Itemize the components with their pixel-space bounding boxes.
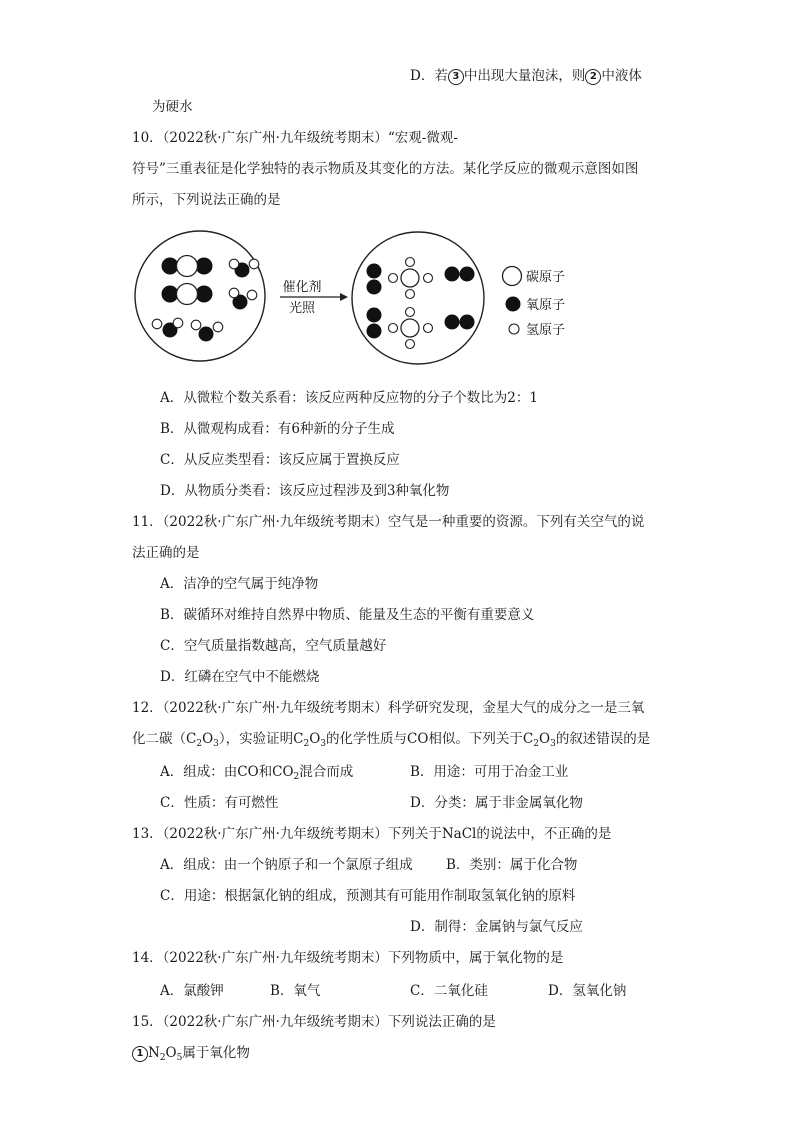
q11-option-d: D．红磷在空气中不能燃烧 <box>160 669 320 685</box>
q15-stem-1: 15．（2022秋·广东广州·九年级统考期末）下列说法正确的是 <box>132 1014 496 1030</box>
reaction-micro-diagram <box>130 224 590 372</box>
co2-molecule <box>162 256 213 277</box>
circled-number: 2 <box>585 69 601 85</box>
q10-stem-3: 所示，下列说法正确的是 <box>132 192 281 208</box>
q11-option-a: A．洁净的空气属于纯净物 <box>160 576 319 592</box>
catalyst-label: 催化剂 <box>282 280 322 295</box>
h2o-molecule <box>229 259 259 277</box>
carbon-atom-legend-icon <box>503 267 522 286</box>
h2o-molecule <box>191 320 223 341</box>
q15-item-1: 1 $N_2O_5$属于氧化物 <box>132 1044 250 1062</box>
q9-option-d-cont: 为硬水 <box>152 99 193 115</box>
q10-option-a: A．从微粒个数关系看：该反应两种反应物的分子个数比为2：1 <box>160 390 538 406</box>
q10-option-c: C．从反应类型看：该反应属于置换反应 <box>160 452 400 468</box>
q13-option-a: A．组成：由一个钠原子和一个氯原子组成 <box>160 857 413 873</box>
q14-option-b: B．氧气 <box>270 983 321 999</box>
co2-molecule <box>162 284 213 305</box>
q11-option-b: B．碳循环对维持自然界中物质、能量及生态的平衡有重要意义 <box>160 607 535 623</box>
circled-number: 3 <box>448 69 464 85</box>
q13-stem-1: 13．（2022秋·广东广州·九年级统考期末）下列关于NaCl的说法中，不正确的是 <box>132 826 612 842</box>
q14-option-a: A．氯酸钾 <box>160 983 224 999</box>
q12-stem-1: 12．（2022秋·广东广州·九年级统考期末）科学研究发现，金星大气的成分之一是三氧 <box>132 700 645 716</box>
q11-stem-1: 11．（2022秋·广东广州·九年级统考期末）空气是一种重要的资源。下列有关空气的说 <box>132 514 645 530</box>
q12-option-b: B．用途：可用于冶金工业 <box>410 764 569 780</box>
q12-option-c: C．性质：有可燃性 <box>160 795 279 811</box>
q10-stem-2: 符号”三重表征是化学独特的表示物质及其变化的方法。某化学反应的微观示意图如图 <box>132 161 639 177</box>
q12-option-a: A．组成：由CO和$CO_2$混合而成 <box>160 764 354 782</box>
hydrogen-atom-legend-icon <box>509 324 519 334</box>
q13-option-b: B．类别：属于化合物 <box>446 857 578 873</box>
q14-option-c: C．二氧化硅 <box>410 983 488 999</box>
q10-option-b: B．从微观构成看：有6种新的分子生成 <box>160 421 395 437</box>
ch3oh-molecule <box>389 308 433 349</box>
q14-option-d: D．氢氧化钠 <box>548 983 627 999</box>
o2-molecule <box>445 267 475 282</box>
h2o-molecule <box>152 318 183 337</box>
q9-option-d: D．若 3 中出现大量泡沫，则 2 中液体 <box>410 68 642 84</box>
q10-stem-1: 10．（2022秋·广东广州·九年级统考期末）“宏观-微观- <box>132 130 458 146</box>
products-circle <box>352 232 484 364</box>
q10-option-d: D．从物质分类看：该反应过程涉及到3种氧化物 <box>160 483 450 499</box>
q11-stem-2: 法正确的是 <box>132 545 200 561</box>
q14-stem-1: 14．（2022秋·广东广州·九年级统考期末）下列物质中，属于氧化物的是 <box>132 950 564 966</box>
q13-option-c: C．用途：根据氯化钠的组成，预测其有可能用作制取氢氧化钠的原料 <box>160 888 576 904</box>
light-label: 光照 <box>288 301 316 316</box>
h2o-molecule <box>229 288 257 309</box>
legend-hydrogen-label: 氢原子 <box>526 323 566 338</box>
circled-number: 1 <box>132 1046 148 1062</box>
oxygen-atom-legend-icon <box>506 297 521 312</box>
o2-molecule <box>445 315 475 330</box>
legend-oxygen-label: 氧原子 <box>526 298 566 313</box>
q12-stem-2: 化二碳$(C_2O_3)$，实验证明$C_2O_3$的化学性质与CO相似。下列关于$C_2O_3$的叙述错误的是 <box>132 731 651 749</box>
q11-option-c: C．空气质量指数越高，空气质量越好 <box>160 638 387 654</box>
legend-carbon-label: 碳原子 <box>526 270 566 285</box>
q12-option-d: D．分类：属于非金属氧化物 <box>410 795 583 811</box>
ch3oh-molecule <box>389 258 433 299</box>
q13-option-d: D．制得：金属钠与氯气反应 <box>410 919 583 935</box>
